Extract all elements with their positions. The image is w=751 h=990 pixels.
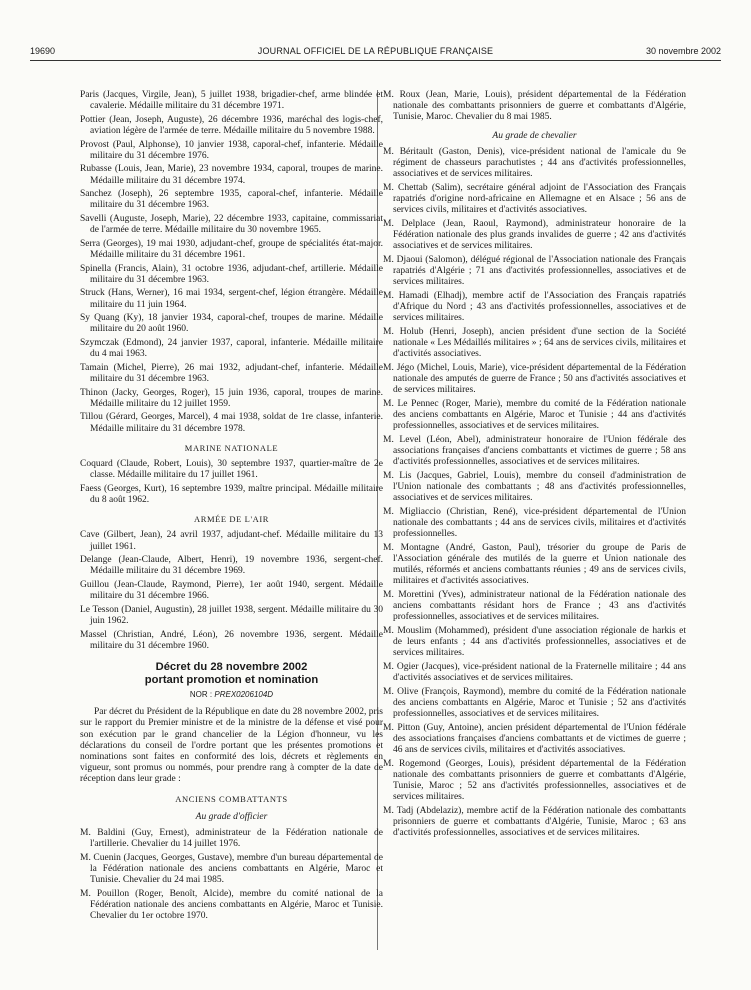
list-item: M. Roux (Jean, Marie, Louis), président départemental de la Fédération nationale des combattants prisonniers de guerre et combattants d'Algérie, Tunisie, Maroc. Chevalier du 8 mai 1985. [383, 90, 686, 123]
left-column [80, 90, 383, 925]
list-item: M. Jégo (Michel, Louis, Marie), vice-président départemental de la Fédération nationale des amputés de guerre de France ; 50 ans d'activités associatives et de services militaires. [383, 362, 686, 396]
list-item: M. Le Pennec (Roger, Marie), membre du comité de la Fédération nationale des anciens combattants en Algérie, Maroc et Tunisie ; 44 ans d'activités professionnelles, associatives et de services militaires. [383, 398, 686, 432]
list-item: Cave (Gilbert, Jean), 24 avril 1937, adjudant-chef. Médaille militaire du 13 juillet 1961. [80, 530, 383, 552]
grade-heading: Au grade d'officier [195, 811, 268, 822]
entry-list [383, 147, 686, 840]
list-item: M. Mouslim (Mohammed), président d'une association régionale de harkis et de leurs enfants ; 44 ans d'activités professionnelles, associatives et de services militaires. [383, 626, 686, 659]
list-item: Massel (Christian, André, Léon), 26 novembre 1936, sergent. Médaille militaire du 31 décembre 1960. [80, 629, 383, 651]
list-item: Tamain (Michel, Pierre), 26 mai 1932, adjudant-chef, infanterie. Médaille militaire du 31 décembre 1963. [80, 362, 383, 384]
section-heading: MARINE NATIONALE [184, 442, 279, 453]
right-column [383, 90, 686, 842]
decree-title-line: portant promotion et nomination [144, 673, 319, 686]
issue-date: 30 novembre 2002 [645, 46, 721, 56]
entry-list [80, 90, 383, 435]
list-item: Provost (Paul, Alphonse), 10 janvier 1938, caporal-chef, infanterie. Médaille militaire du 31 décembre 1976. [80, 139, 383, 161]
section-heading: ARMÉE DE L'AIR [193, 514, 270, 525]
list-item: M. Chettab (Salim), secrétaire général adjoint de l'Association des Français rapatriés d'origine nord-africaine en Allemagne et en Alsace ; 56 ans de services civils, militaires et d'activités associatives. [383, 182, 686, 216]
decree-paragraph: Par décret du Président de la République en date du 28 novembre 2002, pris sur le rapport du Premier ministre et de la ministre de la défense et visé pour son exécution par le grand chancelier de la Légion d'honneur, vu les déclarations du conseil de l'ordre portant que les présentes promotions et nominations sont faites en conformité des lois, décrets et règlements en vigueur, sont promus ou nommés, pour prendre rang à compter de la date de réception dans leur grade : [80, 707, 383, 785]
nor-code: PREX0206104D [214, 689, 274, 699]
journal-title: JOURNAL OFFICIEL DE LA RÉPUBLIQUE FRANÇAISE [257, 46, 494, 56]
entry-list [80, 459, 383, 506]
nor-label: NOR : [189, 689, 213, 699]
list-item: Szymczak (Edmond), 24 janvier 1937, caporal, infanterie. Médaille militaire du 4 mai 1963. [80, 337, 383, 360]
list-item: Rubasse (Louis, Jean, Marie), 23 novembre 1934, caporal, troupes de marine. Médaille militaire du 31 décembre 1974. [80, 164, 383, 186]
list-item: M. Béritault (Gaston, Denis), vice-président national de l'amicale du 9e régiment de chasseurs parachutistes ; 44 ans d'activités professionnelles, associatives et de services militaires. [383, 146, 686, 180]
list-item: M. Rogemond (Georges, Louis), président départemental de la Fédération nationale des combattants prisonniers de guerre et combattants d'Algérie, Tunisie, Maroc ; 52 ans d'activités professionnelles, associatives et de services militaires. [383, 758, 686, 803]
list-item: Sy Quang (Ky), 18 janvier 1934, caporal-chef, troupes de marine. Médaille militaire du 20 août 1960. [80, 313, 383, 335]
list-item: M. Olive (François, Raymond), membre du comité de la Fédération nationale des anciens combattants en Algérie, Maroc et Tunisie ; 52 ans d'activités professionnelles, associatives et de services militaires. [383, 686, 686, 720]
list-item: Struck (Hans, Werner), 16 mai 1934, sergent-chef, légion étrangère. Médaille militaire du 11 juin 1964. [80, 288, 383, 310]
list-item: Paris (Jacques, Virgile, Jean), 5 juillet 1938, brigadier-chef, arme blindée et cavalerie. Médaille militaire du 31 décembre 1971. [80, 90, 383, 112]
list-item: Serra (Georges), 19 mai 1930, adjudant-chef, groupe de spécialités état-major. Médaille militaire du 31 décembre 1961. [80, 238, 383, 260]
list-item: M. Montagne (André, Gaston, Paul), trésorier du groupe de Paris de l'Association générale des mutilés de la guerre et Union nationale des mutilés, réformés et anciens combattants réunies ; 49 ans de services civils, militaires et d'activités associatives. [383, 542, 686, 587]
list-item: M. Cuenin (Jacques, Georges, Gustave), membre d'un bureau départemental de la Fédération nationale des anciens combattants en Algérie, Maroc et Tunisie. Chevalier du 24 mai 1985. [80, 852, 383, 886]
list-item: Savelli (Auguste, Joseph, Marie), 22 décembre 1933, capitaine, commissariat de l'armée de terre. Médaille militaire du 30 novembre 1965. [80, 213, 383, 236]
list-item: Pottier (Jean, Joseph, Auguste), 26 décembre 1936, maréchal des logis-chef, aviation légère de l'armée de terre. Médaille militaire du 5 novembre 1988. [80, 114, 383, 136]
header-rule [30, 60, 721, 61]
list-item: M. Baldini (Guy, Ernest), administrateur de la Fédération nationale de l'artillerie. Chevalier du 14 juillet 1976. [80, 828, 383, 850]
list-item: M. Migliaccio (Christian, René), vice-président départemental de l'Union nationale des combattants ; 44 ans de services civils, militaires et d'activités professionnelles. [383, 506, 686, 540]
list-item: Sanchez (Joseph), 26 septembre 1935, caporal-chef, infanterie. Médaille militaire du 31 décembre 1963. [80, 189, 383, 211]
list-item: Faess (Georges, Kurt), 16 septembre 1939, maître principal. Médaille militaire du 8 août 1962. [80, 483, 383, 505]
list-item: Delange (Jean-Claude, Albert, Henri), 19 novembre 1936, sergent-chef. Médaille militaire du 31 décembre 1969. [80, 555, 383, 577]
entry-list [80, 530, 383, 652]
list-item: M. Djaoui (Salomon), délégué régional de l'Association nationale des Français rapatriés d'Algérie ; 71 ans d'activités professionnelles, associatives et de services militaires. [383, 254, 686, 288]
list-item: M. Delplace (Jean, Raoul, Raymond), administrateur honoraire de la Fédération nationale des plus grands invalides de guerre ; 42 ans d'activités associatives et de services militaires. [383, 218, 686, 252]
list-item: Thinon (Jacky, Georges, Roger), 15 juin 1936, caporal, troupes de marine. Médaille militaire du 12 juillet 1959. [80, 387, 383, 409]
section-heading: ANCIENS COMBATTANTS [175, 793, 288, 804]
decree-title [80, 661, 383, 687]
list-item: M. Holub (Henri, Joseph), ancien président d'une section de la Société nationale « Les Médaillés militaires » ; 64 ans de services civils, militaires et d'activités associatives. [383, 326, 686, 360]
decree-title-line: Décret du 28 novembre 2002 [155, 660, 308, 673]
list-item: Guillou (Jean-Claude, Raymond, Pierre), 1er août 1940, sergent. Médaille militaire du 31 décembre 1966. [80, 579, 383, 602]
list-item: M. Tadj (Abdelaziz), membre actif de la Fédération nationale des combattants prisonniers de guerre et combattants d'Algérie, Tunisie, Maroc ; 63 ans d'activités professionnelles, associatives et de services militaires. [383, 806, 686, 839]
list-item: M. Ogier (Jacques), vice-président national de la Fraternelle militaire ; 44 ans d'activités associatives et de services militaires. [383, 662, 686, 684]
list-item: M. Level (Léon, Abel), administrateur honoraire de l'Union fédérale des associations françaises d'anciens combattants et victimes de guerre ; 58 ans d'activités professionnelles, associatives et de services militaires. [383, 434, 686, 468]
list-item: Le Tesson (Daniel, Augustin), 28 juillet 1938, sergent. Médaille militaire du 30 juin 1962. [80, 604, 383, 626]
list-item: M. Lis (Jacques, Gabriel, Louis), membre du conseil d'administration de l'Union nationale des combattants ; 48 ans d'activités professionnelles, associatives et de services militaires. [383, 470, 686, 504]
list-item: Spinella (Francis, Alain), 31 octobre 1936, adjudant-chef, artillerie. Médaille militaire du 31 décembre 1963. [80, 263, 383, 285]
list-item: Coquard (Claude, Robert, Louis), 30 septembre 1937, quartier-maître de 2e classe. Médaille militaire du 17 juillet 1961. [80, 458, 383, 481]
list-item: M. Pouillon (Roger, Benoît, Alcide), membre du comité national de la Fédération nationale des anciens combattants en Algérie, Maroc et Tunisie. Chevalier du 1er octobre 1970. [80, 888, 383, 922]
nor-reference [80, 689, 383, 700]
list-item: M. Morettini (Yves), administrateur national de la Fédération nationale des anciens combattants résidant hors de France ; 43 ans d'activités professionnelles, associatives et de services militaires. [383, 590, 686, 623]
list-item: M. Hamadi (Elhadj), membre actif de l'Association des Français rapatriés d'Afrique du Nord ; 43 ans d'activités professionnelles, associatives et de services militaires. [383, 290, 686, 324]
list-item: M. Pitton (Guy, Antoine), ancien président départemental de l'Union fédérale des associations françaises d'anciens combattants et de victimes de guerre ; 46 ans de services civils, militaires et d'activités associatives. [383, 722, 686, 756]
list-item: Tillou (Gérard, Georges, Marcel), 4 mai 1938, soldat de 1re classe, infanterie. Médaille militaire du 31 décembre 1978. [80, 412, 383, 434]
grade-heading: Au grade de chevalier [492, 130, 577, 141]
entry-list [80, 828, 383, 922]
page-number: 19690 [30, 46, 56, 56]
entry-list [383, 90, 686, 124]
